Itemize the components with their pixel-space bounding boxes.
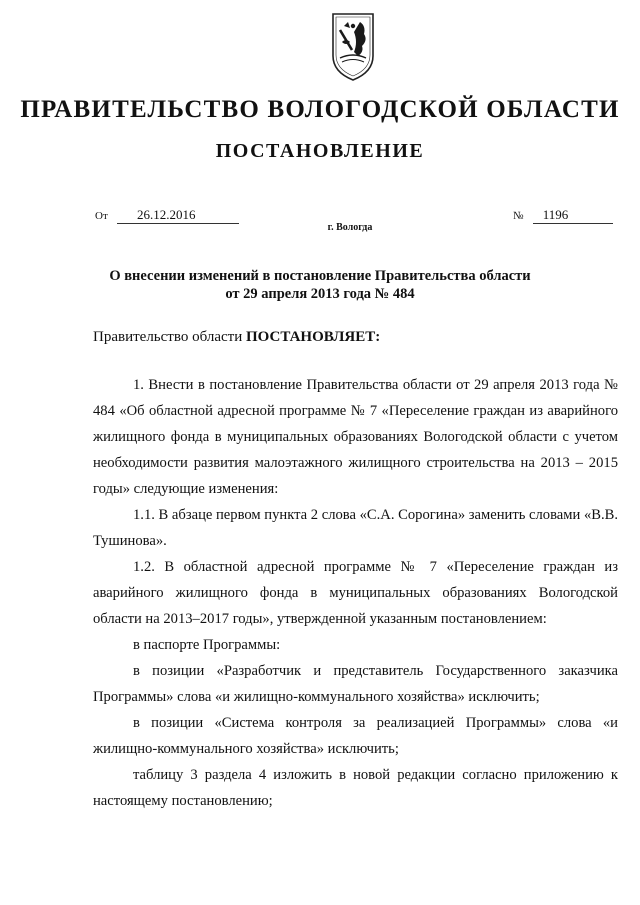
paragraph: в позиции «Система контроля за реализацией Программы» слова «и жилищно-коммунального хозяйства» исключить; [93,715,618,757]
document-type-heading: ПОСТАНОВЛЕНИЕ [215,140,425,162]
document-subject [80,267,560,303]
paragraph: 1.2. В областной адресной программе № 7 «Переселение граждан из аварийного жилищного фонда в муниципальных образованиях Вологодской области на 2013–2017 годы», утвержденной указанным постановлением: [93,559,618,627]
coat-of-arms-emblem [330,12,376,82]
subject-line-1: О внесении изменений в постановление Правительства области [109,268,531,284]
paragraph: 1.1. В абзаце первом пункта 2 слова «С.А. Сорогина» заменить словами «В.В. Тушинова». [93,507,619,549]
preamble-verb: ПОСТАНОВЛЯЕТ: [245,329,381,345]
document-body [93,372,618,814]
paragraph: 1. Внести в постановление Правительства области от 29 апреля 2013 года № 484 «Об областной адресной программе № 7 «Переселение граждан из аварийного жилищного фонда в муниципальных образованиях Вологодской области с учетом необходимости развития малоэтажного жилищного строительства на 2013 – 2015 годы» следующие изменения: [93,377,618,497]
city-label: г. Вологда [327,222,373,233]
document-number: 1196 [533,207,613,224]
paragraph: в паспорте Программы: [133,637,281,653]
preamble [93,329,380,346]
document-date: 26.12.2016 [117,207,239,224]
paragraph: таблицу 3 раздела 4 изложить в новой редакции согласно приложению к настоящему постановлению; [93,767,618,809]
paragraph: в позиции «Разработчик и представитель Государственного заказчика Программы» слова «и жилищно-коммунального хозяйства» исключить; [93,663,618,705]
government-title: ПРАВИТЕЛЬСТВО ВОЛОГОДСКОЙ ОБЛАСТИ [20,96,620,123]
subject-line-2: от 29 апреля 2013 года № 484 [225,286,415,302]
preamble-lead: Правительство области [93,329,243,345]
number-prefix: № [513,210,524,222]
date-prefix: От [95,210,108,222]
